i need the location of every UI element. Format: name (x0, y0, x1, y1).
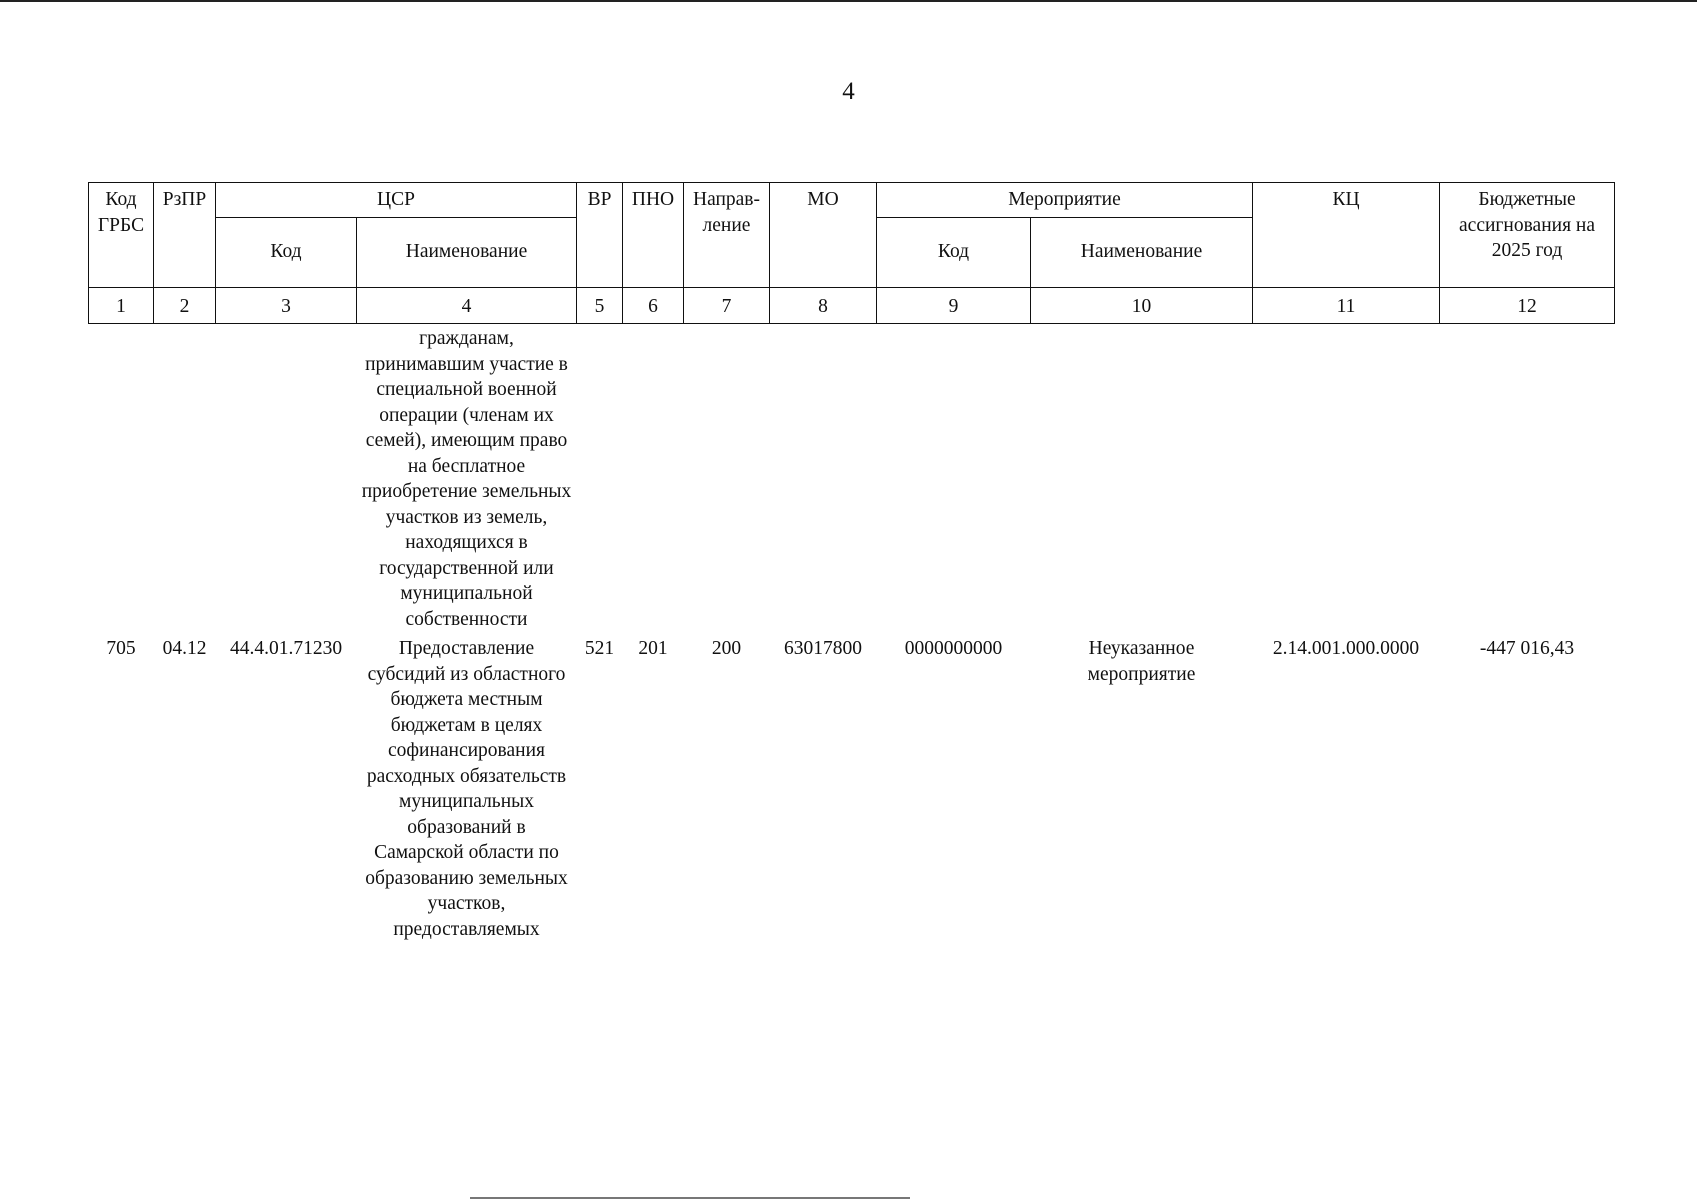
column-number: 12 (1440, 287, 1615, 324)
header-csr: ЦСР (216, 183, 577, 218)
column-numbers-row (89, 287, 1615, 324)
cell-mo: 63017800 (784, 638, 862, 659)
header-mer-name: Наименование (1031, 217, 1253, 287)
column-number: 3 (216, 287, 357, 324)
budget-table (88, 182, 1615, 944)
column-number: 7 (684, 287, 770, 324)
table-row (89, 634, 1615, 944)
cell-vr: 521 (584, 638, 615, 659)
column-number: 8 (770, 287, 877, 324)
cell-csr-name: Предоставление субсидий из областного бюджета местным бюджетам в целях софинансирования расходных обязательств муниципальных образований в Самарской области по образованию земельных участков, предоставляемых (365, 638, 568, 940)
column-number: 6 (623, 287, 684, 324)
cell-mer-name: Неуказанное мероприятие (1087, 638, 1196, 685)
column-number: 11 (1253, 287, 1440, 324)
column-number: 1 (89, 287, 154, 324)
cell-mer-kod: 0000000000 (904, 638, 1003, 659)
page-number: 4 (842, 78, 855, 105)
header-kc: КЦ (1253, 183, 1440, 288)
header-budget: Бюджетные ассигнования на 2025 год (1440, 183, 1615, 288)
column-number: 10 (1031, 287, 1253, 324)
header-csr-kod: Код (216, 217, 357, 287)
header-meropriyatie: Мероприятие (877, 183, 1253, 218)
top-rule (0, 0, 1697, 2)
column-number: 9 (877, 287, 1031, 324)
cell-kc: 2.14.001.000.0000 (1272, 638, 1420, 659)
header-rzpr: РзПР (154, 183, 216, 288)
cell-napravlenie: 200 (711, 638, 742, 659)
cell-kod-grbs: 705 (106, 638, 136, 659)
column-number: 4 (357, 287, 577, 324)
header-mer-kod: Код (877, 217, 1031, 287)
table-row-continuation (89, 324, 1615, 635)
header-vr: ВР (577, 183, 623, 288)
cell-csr-kod: 44.4.01.71230 (229, 638, 343, 659)
cell-budget: -447 016,43 (1479, 638, 1575, 659)
cell-pno: 201 (638, 638, 668, 659)
csr-name-continuation: гражданам, принимавшим участие в специальной военной операции (членам их семей), имеющим право на бесплатное приобретение земельных участков из земель, находящихся в государственной или муниципальной собственности (361, 328, 572, 630)
column-number: 2 (154, 287, 216, 324)
column-number: 5 (577, 287, 623, 324)
header-mo: МО (770, 183, 877, 288)
header-pno: ПНО (623, 183, 684, 288)
header-kod-grbs: Код ГРБС (89, 183, 154, 288)
header-napravlenie: Направ-ление (684, 183, 770, 288)
bottom-rule (470, 1197, 910, 1199)
table-header (89, 183, 1615, 324)
cell-rzpr: 04.12 (162, 638, 207, 659)
header-csr-name: Наименование (357, 217, 577, 287)
